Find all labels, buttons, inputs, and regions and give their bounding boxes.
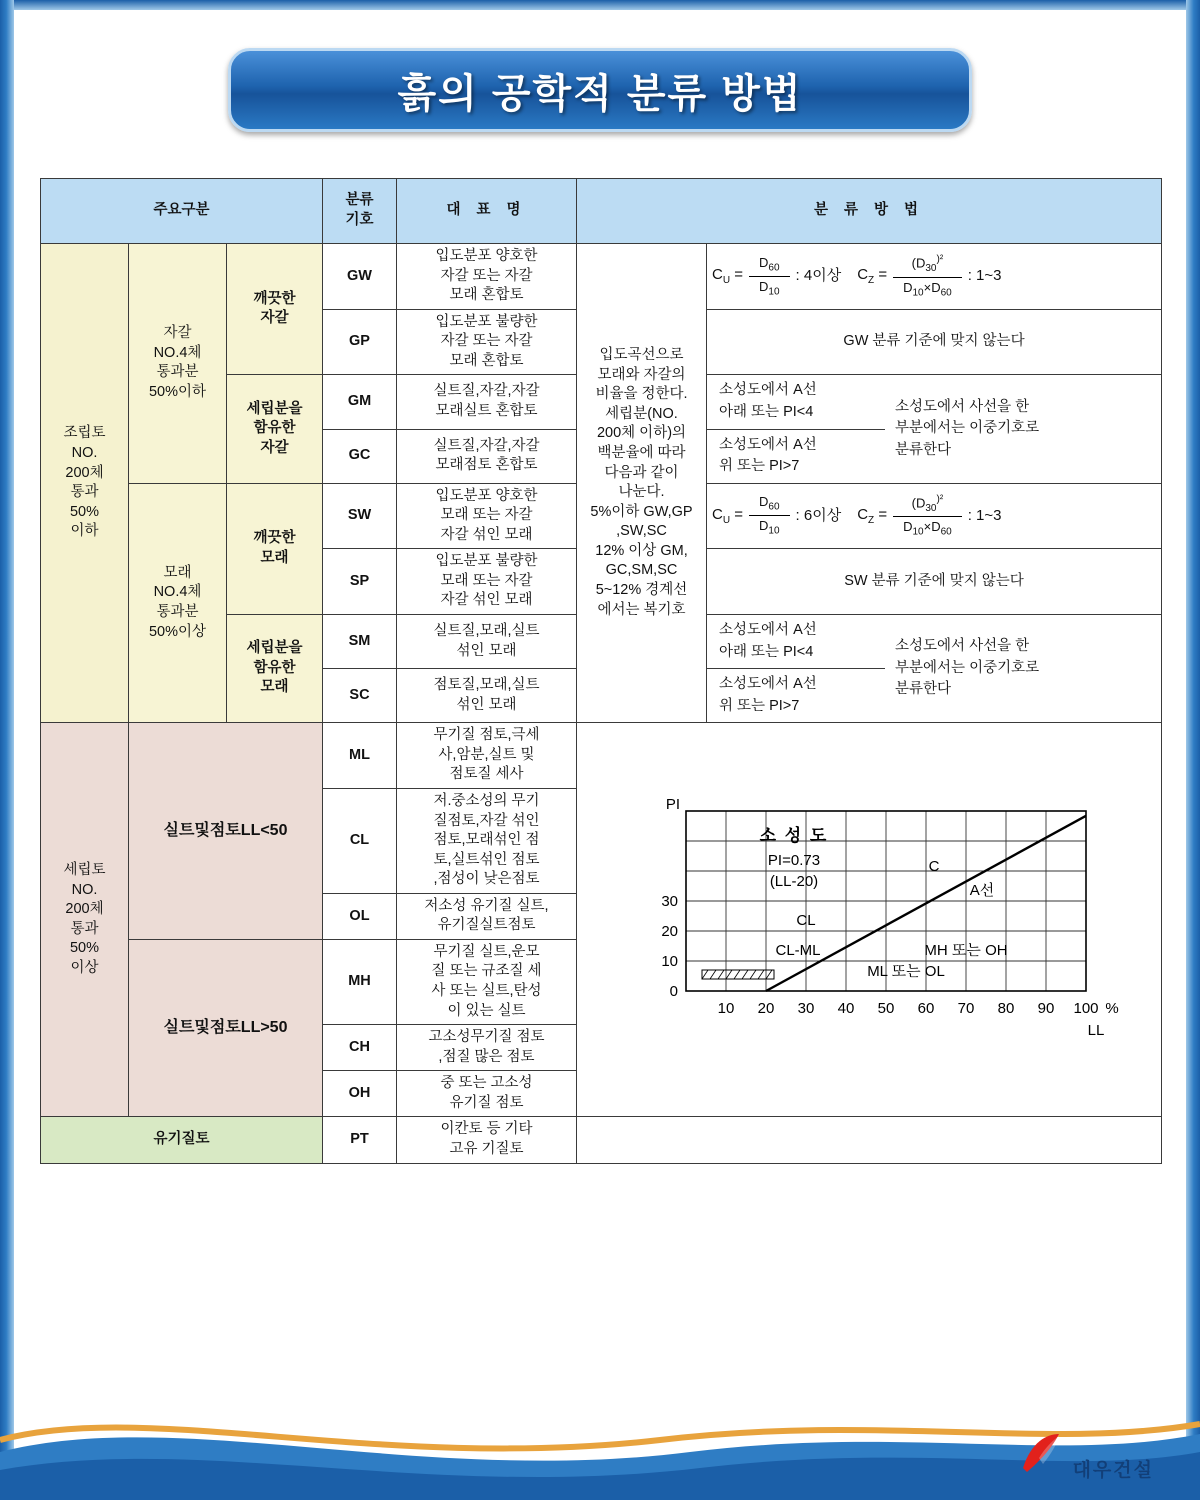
name-gm bbox=[397, 375, 577, 429]
name-line: 저소성 유기질 실트, bbox=[424, 897, 549, 914]
desc-line: 나눈다. bbox=[618, 484, 665, 501]
symbol-ch: CH bbox=[323, 1025, 397, 1071]
header-symbol bbox=[323, 179, 397, 244]
criteria-line: 소성도에서 A선 bbox=[719, 676, 817, 693]
name-line: 입도분포 불량한 bbox=[435, 313, 538, 330]
cu-label: C bbox=[712, 266, 723, 284]
name-sm bbox=[397, 615, 577, 669]
d60-sub-b: 60 bbox=[940, 287, 952, 299]
page-title: 흙의 공학적 분류 방법 bbox=[397, 71, 803, 116]
name-line: ,점성이 낮은점토 bbox=[433, 871, 540, 888]
dual-note-line: 소성도에서 사선을 한 bbox=[895, 398, 1030, 415]
d60-sub: 60 bbox=[768, 262, 780, 274]
symbol-mh: MH bbox=[323, 939, 397, 1024]
svg-text:30: 30 bbox=[661, 892, 678, 910]
name-line: 입도분포 양호한 bbox=[435, 487, 538, 504]
name-line: 모래 혼합토 bbox=[449, 352, 524, 369]
name-line: 무기질 점토,극세 bbox=[433, 727, 540, 744]
group-sand-line: 통과분 bbox=[156, 603, 199, 620]
svg-text:PI: PI bbox=[665, 795, 680, 813]
group-coarse-line: 통과 bbox=[70, 484, 99, 501]
criteria-sm-sc bbox=[707, 615, 1162, 723]
symbol-sw: SW bbox=[323, 483, 397, 549]
desc-line: 에서는 복기호 bbox=[597, 601, 686, 618]
d10-sub: 10 bbox=[768, 286, 780, 298]
symbol-gw: GW bbox=[323, 244, 397, 310]
name-line: 실트질,자갈,자갈 bbox=[433, 383, 540, 400]
criteria-line: 소성도에서 A선 bbox=[719, 382, 817, 399]
name-line: 섞인 모래 bbox=[456, 696, 517, 713]
table-row bbox=[41, 244, 1162, 310]
grading-curve-description bbox=[577, 244, 707, 723]
header-main-group: 주요구분 bbox=[41, 179, 323, 244]
plasticity-chart-svg bbox=[634, 795, 1119, 1045]
name-line: 모래 또는 자갈 bbox=[440, 507, 533, 524]
criteria-equation: $C_U$ = $\frac{D_{60}}{D_{10}}$ : 6이상 $C_Z$ = $\frac{(D_{30}^{)^2}}{D_{10}\times D_{60}}$ : 1~3 bbox=[712, 493, 1002, 538]
symbol-ol: OL bbox=[323, 893, 397, 939]
table-header-row bbox=[41, 179, 1162, 244]
group-coarse-line: 200체 bbox=[65, 464, 104, 481]
cz-fraction: $\frac{(D_{30}^{)^2}}{D_{10}\times D_{60}}$ bbox=[893, 253, 962, 300]
cu-fraction-sand bbox=[749, 493, 790, 538]
cz-label-s: C bbox=[857, 505, 869, 523]
cu-label-s: C bbox=[712, 505, 723, 523]
name-line: 자갈 섞인 모래 bbox=[440, 592, 533, 609]
cz-value-sand: : 1~3 bbox=[967, 506, 1002, 524]
group-gravel-line: 50%이하 bbox=[148, 383, 207, 400]
svg-text:10: 10 bbox=[661, 952, 678, 970]
name-line: 저.중소성의 무기 bbox=[433, 792, 540, 809]
group-silt-clay-ll-lt50: 실트및점토LL<50 bbox=[129, 723, 323, 940]
svg-text:C: C bbox=[928, 857, 940, 875]
svg-text:LL: LL bbox=[1087, 1021, 1105, 1039]
criteria-gw bbox=[707, 244, 1162, 310]
group-gravel-line: 통과분 bbox=[156, 364, 199, 381]
d30-sup: )² bbox=[936, 254, 944, 266]
name-line: 이칸토 등 기타 bbox=[440, 1121, 533, 1138]
d10: D bbox=[759, 278, 769, 294]
name-gc bbox=[397, 429, 577, 483]
name-line: 사 또는 실트,탄성 bbox=[431, 983, 542, 999]
desc-line: ,SW,SC bbox=[616, 523, 667, 540]
table-row bbox=[41, 1117, 1162, 1163]
d30: (D bbox=[911, 255, 926, 271]
title-banner bbox=[228, 48, 972, 132]
group-coarse-line: 50% bbox=[69, 503, 100, 520]
desc-line: GC,SM,SC bbox=[605, 562, 678, 579]
criteria-line: 소성도에서 A선 bbox=[719, 436, 817, 453]
empty-cell bbox=[577, 1117, 1162, 1163]
name-line: 입도분포 양호한 bbox=[435, 248, 538, 264]
name-sc bbox=[397, 669, 577, 723]
group-fine-line: 200체 bbox=[65, 901, 104, 918]
cu-fraction bbox=[749, 254, 790, 299]
symbol-gm: GM bbox=[323, 375, 397, 429]
d10-s: D bbox=[759, 518, 769, 534]
svg-text:30: 30 bbox=[797, 999, 815, 1017]
symbol-sm: SM bbox=[323, 615, 397, 669]
group-coarse-soil bbox=[41, 244, 129, 723]
group-clean-sand-line: 모래 bbox=[260, 549, 289, 566]
group-fines-gravel bbox=[227, 375, 323, 483]
d30-sub: 30 bbox=[925, 263, 937, 274]
name-line: 질 또는 규조질 세 bbox=[431, 963, 542, 980]
page-left-border bbox=[0, 0, 14, 1500]
d30-sub-s: 30 bbox=[925, 502, 937, 514]
group-sand bbox=[129, 483, 227, 723]
criteria-gp: GW 분류 기준에 맞지 않는다 bbox=[707, 309, 1162, 375]
dual-note-line: 부분에서는 이중기호로 bbox=[895, 659, 1040, 676]
criteria-line: 소성도에서 A선 bbox=[719, 622, 817, 638]
name-line: 질점토,자갈 섞인 bbox=[433, 812, 540, 829]
name-line: 토,실트섞인 점토 bbox=[433, 851, 540, 868]
svg-text:100: 100 bbox=[1073, 999, 1099, 1017]
d10-sub-s: 10 bbox=[768, 526, 780, 538]
d10-sub-s2: 10 bbox=[912, 526, 924, 538]
name-ol bbox=[397, 893, 577, 939]
desc-line: 백분율에 따라 bbox=[597, 445, 686, 461]
daewoo-mark-icon bbox=[1013, 1428, 1067, 1482]
name-line: 점토질,모래,실트 bbox=[433, 677, 540, 694]
d60-s: D bbox=[759, 494, 769, 510]
group-sand-line: 50%이상 bbox=[148, 623, 207, 640]
name-line: 자갈 섞인 모래 bbox=[440, 526, 533, 543]
soil-classification-table bbox=[40, 178, 1162, 1164]
desc-line: 200체 이하)의 bbox=[596, 425, 687, 442]
group-silt-clay-ll-gt50: 실트및점토LL>50 bbox=[129, 939, 323, 1117]
desc-line: 5~12% 경계선 bbox=[595, 581, 688, 598]
cz-fraction-sand: $\frac{(D_{30}^{)^2}}{D_{10}\times D_{60}}$ bbox=[893, 493, 962, 540]
group-fines-sand-line: 함유한 bbox=[253, 659, 296, 676]
name-line: 무기질 실트,운모 bbox=[433, 943, 540, 960]
d60-sub-s: 60 bbox=[768, 501, 780, 513]
name-line: ,점질 많은 점토 bbox=[438, 1048, 535, 1065]
d60: D bbox=[759, 254, 769, 270]
group-organic-soil: 유기질토 bbox=[41, 1117, 323, 1163]
plasticity-chart-cell bbox=[577, 723, 1162, 1117]
name-line: 모래 혼합토 bbox=[449, 287, 524, 304]
svg-text:70: 70 bbox=[957, 999, 975, 1017]
criteria-line: 위 또는 PI>7 bbox=[719, 697, 800, 714]
symbol-gp: GP bbox=[323, 309, 397, 375]
d60-b: D bbox=[931, 279, 941, 295]
svg-text:MH 또는 OH: MH 또는 OH bbox=[924, 941, 1008, 959]
group-fine-line: 이상 bbox=[70, 959, 99, 976]
group-fine-soil bbox=[41, 723, 129, 1117]
group-coarse-line: NO. bbox=[71, 445, 98, 461]
symbol-sc: SC bbox=[323, 669, 397, 723]
group-fines-gravel-line: 세립분을 bbox=[246, 400, 303, 417]
d30-sup-s: )² bbox=[936, 493, 944, 505]
name-gp bbox=[397, 309, 577, 375]
svg-text:80: 80 bbox=[997, 999, 1015, 1017]
group-fine-line: 50% bbox=[69, 940, 100, 957]
group-clean-sand bbox=[227, 483, 323, 614]
svg-text:%: % bbox=[1105, 999, 1119, 1017]
company-logo bbox=[1013, 1428, 1154, 1482]
cu-sub: U bbox=[722, 275, 731, 287]
header-symbol-line2: 기호 bbox=[345, 212, 374, 228]
name-mh bbox=[397, 939, 577, 1024]
page-right-border bbox=[1186, 0, 1200, 1500]
d10-s2: D bbox=[903, 519, 913, 535]
group-fines-sand-line: 세립분을 bbox=[246, 640, 303, 657]
svg-text:60: 60 bbox=[917, 999, 935, 1017]
desc-line: 모래와 자갈의 bbox=[597, 366, 686, 383]
svg-text:10: 10 bbox=[717, 999, 735, 1017]
svg-text:CL: CL bbox=[796, 911, 816, 929]
group-clean-sand-line: 깨끗한 bbox=[253, 530, 296, 547]
d30-s: (D bbox=[911, 495, 926, 511]
name-line: 모래점토 혼합토 bbox=[435, 457, 538, 474]
group-sand-line: 모래 bbox=[163, 564, 192, 581]
group-fines-gravel-line: 자갈 bbox=[260, 439, 289, 456]
name-gw bbox=[397, 244, 577, 310]
svg-text:20: 20 bbox=[757, 999, 775, 1017]
name-line: 사,암분,실트 및 bbox=[438, 746, 535, 763]
dual-note-line: 소성도에서 사선을 한 bbox=[895, 638, 1030, 655]
header-method: 분 류 방 법 bbox=[577, 179, 1162, 244]
name-sw bbox=[397, 483, 577, 549]
group-fines-sand-line: 모래 bbox=[260, 679, 289, 696]
criteria-sw bbox=[707, 483, 1162, 549]
symbol-gc: GC bbox=[323, 429, 397, 483]
d10-b: D bbox=[903, 279, 913, 295]
name-line: 유기질 점토 bbox=[449, 1094, 524, 1111]
group-gravel-line: NO.4체 bbox=[153, 344, 202, 361]
dual-note-line: 부분에서는 이중기호로 bbox=[895, 420, 1040, 437]
group-gravel-line: 자갈 bbox=[163, 325, 192, 342]
svg-text:40: 40 bbox=[837, 999, 855, 1017]
svg-text:0: 0 bbox=[669, 982, 678, 1000]
group-fines-sand bbox=[227, 615, 323, 723]
name-line: 유기질실트점토 bbox=[437, 917, 536, 934]
cu-sub-s: U bbox=[722, 514, 731, 526]
group-fine-line: 통과 bbox=[70, 920, 99, 937]
group-clean-gravel-line: 깨끗한 bbox=[253, 290, 296, 307]
group-coarse-line: 이하 bbox=[70, 523, 99, 540]
desc-line: 다음과 같이 bbox=[604, 464, 679, 481]
svg-text:50: 50 bbox=[877, 999, 895, 1017]
name-line: 모래 또는 자갈 bbox=[440, 572, 533, 589]
svg-text:ML 또는 OL: ML 또는 OL bbox=[867, 962, 945, 980]
cz-sub: Z bbox=[868, 275, 875, 287]
svg-text:A선: A선 bbox=[969, 881, 995, 899]
company-name: 대우건설 bbox=[1072, 1460, 1154, 1481]
criteria-line: 위 또는 PI>7 bbox=[719, 458, 800, 475]
group-sand-line: NO.4체 bbox=[153, 584, 202, 601]
desc-line: 입도곡선으로 bbox=[599, 347, 684, 364]
criteria-line: 아래 또는 PI<4 bbox=[719, 643, 814, 660]
symbol-pt: PT bbox=[323, 1117, 397, 1163]
name-line: 실트질,모래,실트 bbox=[433, 623, 540, 639]
page-top-border bbox=[0, 0, 1200, 10]
group-clean-gravel-line: 자갈 bbox=[260, 310, 289, 327]
group-gravel bbox=[129, 244, 227, 484]
group-fine-line: NO. bbox=[71, 881, 98, 898]
cz-value-gravel: : 1~3 bbox=[967, 267, 1002, 285]
criteria-equation: $C_U$ = $\frac{D_{60}}{D_{10}}$ : 4이상 $C_Z$ = $\frac{(D_{30}^{)^2}}{D_{10}\times D_{60}}$ : 1~3 bbox=[712, 254, 1002, 299]
symbol-sp: SP bbox=[323, 549, 397, 615]
group-fine-line: 세립토 bbox=[63, 862, 106, 879]
name-pt bbox=[397, 1117, 577, 1163]
name-line: 섞인 모래 bbox=[456, 642, 517, 659]
name-oh bbox=[397, 1071, 577, 1117]
name-line: 이 있는 실트 bbox=[447, 1002, 526, 1019]
name-line: 고유 기질토 bbox=[449, 1140, 524, 1157]
desc-line: 비율을 정한다. bbox=[595, 386, 688, 403]
name-line: 모래실트 혼합토 bbox=[435, 402, 538, 419]
d10-sub-b: 10 bbox=[912, 287, 924, 299]
cu-value-sand: : 6이상 bbox=[795, 506, 842, 524]
group-clean-gravel bbox=[227, 244, 323, 375]
name-line: 입도분포 불량한 bbox=[435, 553, 538, 570]
svg-text:(LL-20): (LL-20) bbox=[769, 872, 819, 890]
symbol-cl: CL bbox=[323, 788, 397, 893]
cz-label: C bbox=[857, 266, 869, 284]
svg-text:CL-ML: CL-ML bbox=[775, 941, 821, 959]
criteria-sp: SW 분류 기준에 맞지 않는다 bbox=[707, 549, 1162, 615]
d60-s2: D bbox=[931, 519, 941, 535]
criteria-line: 아래 또는 PI<4 bbox=[719, 403, 814, 420]
name-line: 자갈 또는 자갈 bbox=[440, 267, 533, 284]
name-line: 고소성무기질 점토 bbox=[428, 1029, 545, 1046]
header-representative-name: 대 표 명 bbox=[397, 179, 577, 244]
symbol-oh: OH bbox=[323, 1071, 397, 1117]
name-line: 점토,모래섞인 점 bbox=[433, 832, 540, 849]
name-ml bbox=[397, 723, 577, 789]
name-line: 자갈 또는 자갈 bbox=[440, 333, 533, 350]
criteria-gm-gc bbox=[707, 375, 1162, 483]
desc-line: 세립분(NO. bbox=[605, 405, 678, 422]
group-fines-gravel-line: 함유한 bbox=[253, 420, 296, 437]
symbol-ml: ML bbox=[323, 723, 397, 789]
cu-value-gravel: : 4이상 bbox=[795, 267, 842, 285]
desc-line: 5%이하 GW,GP bbox=[590, 503, 693, 520]
svg-text:PI=0.73: PI=0.73 bbox=[767, 851, 821, 869]
name-sp bbox=[397, 549, 577, 615]
cz-sub-s: Z bbox=[868, 514, 875, 526]
name-line: 점토질 세사 bbox=[449, 766, 524, 783]
dual-note-line: 분류한다 bbox=[895, 681, 952, 698]
svg-text:소 성 도: 소 성 도 bbox=[759, 825, 829, 845]
d60-sub-s2: 60 bbox=[940, 526, 952, 538]
table-row bbox=[41, 723, 1162, 789]
desc-line: 12% 이상 GM, bbox=[595, 542, 688, 559]
name-ch bbox=[397, 1025, 577, 1071]
svg-text:90: 90 bbox=[1037, 999, 1055, 1017]
svg-text:20: 20 bbox=[661, 922, 678, 940]
dual-note-line: 분류한다 bbox=[895, 441, 952, 458]
name-line: 중 또는 고소성 bbox=[440, 1075, 533, 1092]
name-line: 실트질,자갈,자갈 bbox=[433, 437, 540, 454]
name-cl bbox=[397, 788, 577, 893]
title-pill bbox=[228, 48, 972, 132]
group-coarse-line: 조립토 bbox=[63, 425, 106, 442]
plasticity-chart bbox=[582, 795, 1156, 1045]
header-symbol-line1: 분류 bbox=[345, 192, 374, 209]
